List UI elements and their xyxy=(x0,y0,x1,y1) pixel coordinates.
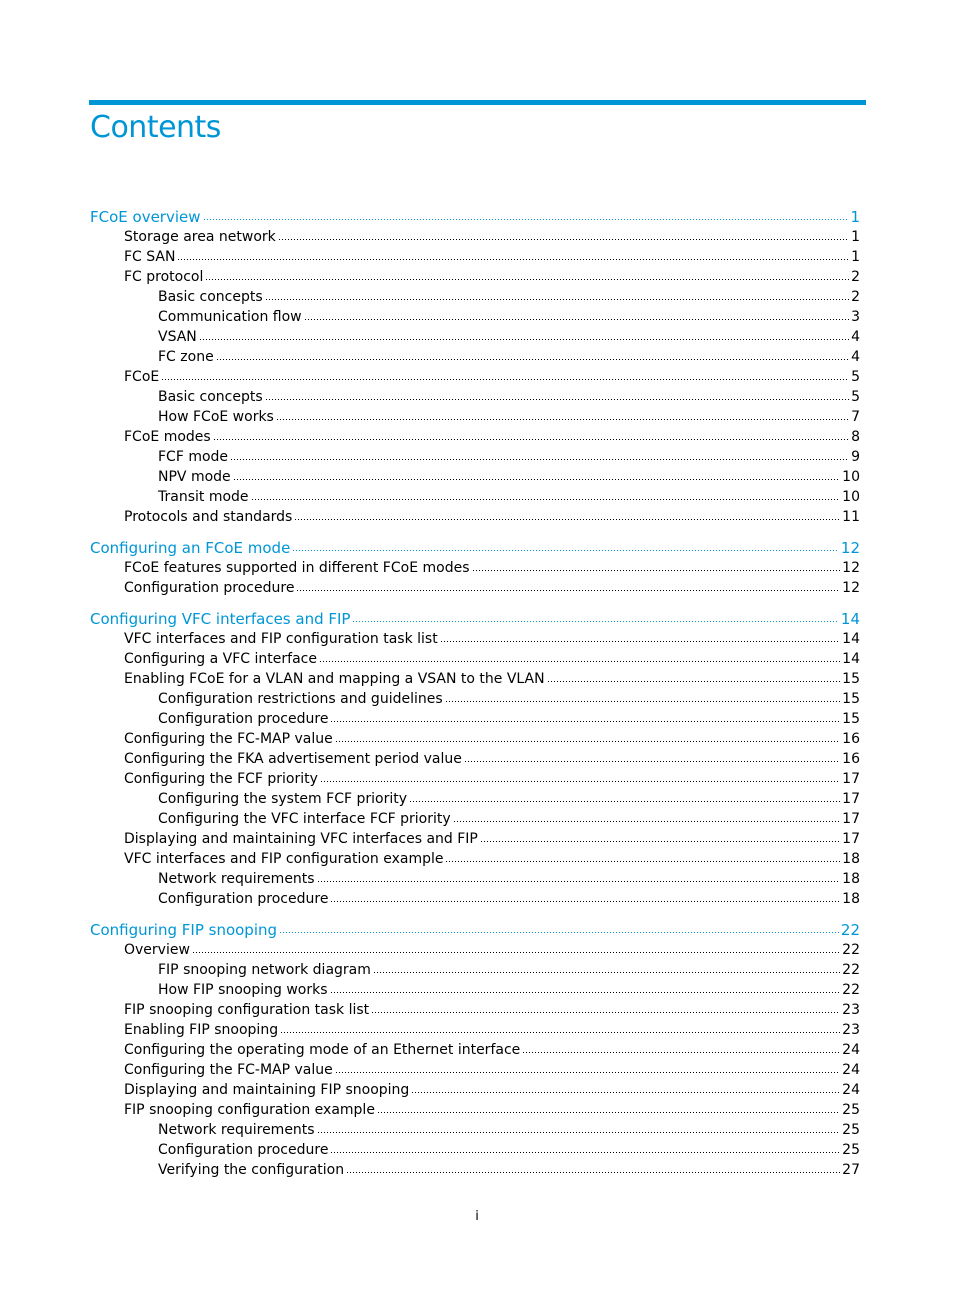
dot-leader xyxy=(280,1030,840,1034)
toc-entry-page: 23 xyxy=(842,1002,860,1018)
toc-entry-title: Enabling FCoE for a VLAN and mapping a VSAN to the VLAN xyxy=(124,671,545,687)
toc-entry[interactable] xyxy=(158,407,860,427)
dot-leader xyxy=(330,719,840,723)
toc-entry-page: 22 xyxy=(842,962,860,978)
toc-entry-page: 12 xyxy=(840,539,860,557)
dot-leader xyxy=(233,477,841,481)
toc-entry[interactable] xyxy=(158,689,860,709)
dot-leader xyxy=(445,699,841,703)
toc-entry[interactable] xyxy=(124,427,860,447)
toc-entry[interactable] xyxy=(124,367,860,387)
toc-entry[interactable] xyxy=(124,1080,860,1100)
toc-entry[interactable] xyxy=(124,1020,860,1040)
toc-entry-title: Configuring a VFC interface xyxy=(124,651,317,667)
dot-leader xyxy=(330,1150,840,1154)
toc-entry-title: Transit mode xyxy=(158,489,249,505)
toc-entry-title: Configuring the FKA advertisement period value xyxy=(124,751,462,767)
toc-entry-page: 17 xyxy=(842,791,860,807)
dot-leader xyxy=(371,1010,840,1014)
toc-entry-page: 14 xyxy=(842,631,860,647)
toc-entry-page: 25 xyxy=(842,1122,860,1138)
toc-entry[interactable] xyxy=(158,447,860,467)
toc-entry-title: How FIP snooping works xyxy=(158,982,328,998)
toc-entry-title: Communication flow xyxy=(158,309,302,325)
toc-entry-page: 16 xyxy=(842,731,860,747)
toc-entry-page: 5 xyxy=(851,389,860,405)
dot-leader xyxy=(216,357,849,361)
toc-entry-page: 15 xyxy=(842,711,860,727)
dot-leader xyxy=(265,297,849,301)
toc-entry-page: 4 xyxy=(851,349,860,365)
toc-entry[interactable] xyxy=(124,940,860,960)
dot-leader xyxy=(317,879,841,883)
dot-leader xyxy=(377,1110,840,1114)
toc-entry-title: Configuration procedure xyxy=(124,580,295,596)
toc-entry-page: 18 xyxy=(842,851,860,867)
toc-entry-page: 12 xyxy=(842,560,860,576)
toc-entry-title: Enabling FIP snooping xyxy=(124,1022,279,1038)
dot-leader xyxy=(320,779,840,783)
toc-entry-page: 1 xyxy=(851,249,860,265)
toc-entry-page: 1 xyxy=(850,208,860,226)
toc-entry-page: 5 xyxy=(851,369,860,385)
toc-entry-page: 3 xyxy=(851,309,860,325)
toc-entry-page: 27 xyxy=(842,1162,860,1178)
toc-entry-page: 2 xyxy=(851,269,860,285)
toc-entry[interactable] xyxy=(158,869,860,889)
toc-entry-title: Configuration restrictions and guidelines xyxy=(158,691,443,707)
toc-entry-page: 25 xyxy=(842,1142,860,1158)
toc-entry-page: 24 xyxy=(842,1062,860,1078)
toc-entry[interactable] xyxy=(124,829,860,849)
toc-entry-page: 15 xyxy=(842,671,860,687)
dot-leader xyxy=(335,739,840,743)
toc-entry-title: Displaying and maintaining FIP snooping xyxy=(124,1082,410,1098)
toc-entry-page: 8 xyxy=(851,429,860,445)
dot-leader xyxy=(265,397,849,401)
toc-chapter-entry[interactable] xyxy=(90,207,860,227)
dot-leader xyxy=(373,970,840,974)
toc-entry-page: 22 xyxy=(840,921,860,939)
toc-entry-title: Configuring the FCF priority xyxy=(124,771,318,787)
dot-leader xyxy=(335,1070,840,1074)
dot-leader xyxy=(251,497,841,501)
page-number: i xyxy=(475,1209,479,1224)
toc-entry[interactable] xyxy=(158,809,860,829)
dot-leader xyxy=(480,839,840,843)
toc-entry-title: Configuring the FC-MAP value xyxy=(124,731,333,747)
dot-leader xyxy=(203,217,849,221)
dot-leader xyxy=(296,588,840,592)
toc-entry-page: 23 xyxy=(842,1022,860,1038)
toc-entry-page: 12 xyxy=(842,580,860,596)
toc-chapter-entry[interactable] xyxy=(90,538,860,558)
toc-entry-page: 25 xyxy=(842,1102,860,1118)
toc-entry-title: FIP snooping network diagram xyxy=(158,962,371,978)
toc-entry[interactable] xyxy=(124,769,860,789)
toc-entry-title: Basic concepts xyxy=(158,289,263,305)
toc-entry[interactable] xyxy=(124,669,860,689)
dot-leader xyxy=(330,899,840,903)
toc-entry-title: Displaying and maintaining VFC interfaces and FIP xyxy=(124,831,478,847)
toc-entry-title: NPV mode xyxy=(158,469,231,485)
toc-entry-page: 14 xyxy=(842,651,860,667)
toc-entry[interactable] xyxy=(158,889,860,909)
toc-entry[interactable] xyxy=(158,487,860,507)
dot-leader xyxy=(278,237,849,241)
toc-entry[interactable] xyxy=(124,1060,860,1080)
toc-entry-title: Configuration procedure xyxy=(158,1142,329,1158)
toc-entry-page: 22 xyxy=(842,982,860,998)
toc-entry-title: FCF mode xyxy=(158,449,229,465)
dot-leader xyxy=(294,517,840,521)
toc-entry[interactable] xyxy=(158,387,860,407)
toc-entry-page: 17 xyxy=(842,831,860,847)
dot-leader xyxy=(276,417,849,421)
toc-entry-page: 4 xyxy=(851,329,860,345)
dot-leader xyxy=(453,819,841,823)
toc-entry-page: 7 xyxy=(851,409,860,425)
toc-entry[interactable] xyxy=(158,960,860,980)
dot-leader xyxy=(317,1130,841,1134)
dot-leader xyxy=(547,679,841,683)
toc-entry-page: 11 xyxy=(842,509,860,525)
toc-entry-title: Storage area network xyxy=(124,229,276,245)
toc-entry[interactable] xyxy=(158,1140,860,1160)
toc-entry-title: FCoE xyxy=(124,369,160,385)
toc-entry-page: 1 xyxy=(851,229,860,245)
toc-entry-title: FC zone xyxy=(158,349,214,365)
toc-entry-title: How FCoE works xyxy=(158,409,274,425)
toc-entry-title: FCoE features supported in different FCoE modes xyxy=(124,560,470,576)
dot-leader xyxy=(205,277,849,281)
toc-entry-title: FC protocol xyxy=(124,269,204,285)
toc-chapter-entry[interactable] xyxy=(90,920,860,940)
toc-entry[interactable] xyxy=(124,749,860,769)
toc-entry-title: FIP snooping configuration example xyxy=(124,1102,375,1118)
toc-entry-title: Network requirements xyxy=(158,1122,315,1138)
toc-entry-title: FCoE overview xyxy=(90,208,201,226)
toc-entry[interactable] xyxy=(124,849,860,869)
toc-entry-page: 24 xyxy=(842,1082,860,1098)
dot-leader xyxy=(279,930,839,934)
toc-entry-page: 16 xyxy=(842,751,860,767)
toc-entry[interactable] xyxy=(124,1000,860,1020)
dot-leader xyxy=(319,659,840,663)
toc-entry-page: 15 xyxy=(842,691,860,707)
dot-leader xyxy=(445,859,840,863)
toc-entry[interactable] xyxy=(158,1160,860,1180)
toc-entry-page: 17 xyxy=(842,811,860,827)
toc-entry[interactable] xyxy=(124,578,860,598)
dot-leader xyxy=(161,377,849,381)
toc-entry[interactable] xyxy=(158,1120,860,1140)
toc-entry[interactable] xyxy=(124,558,860,578)
toc-chapter-entry[interactable] xyxy=(90,609,860,629)
toc-entry-title: Configuring the system FCF priority xyxy=(158,791,407,807)
dot-leader xyxy=(522,1050,840,1054)
toc-entry-title: Configuring the FC-MAP value xyxy=(124,1062,333,1078)
toc-entry-title: FCoE modes xyxy=(124,429,211,445)
dot-leader xyxy=(352,619,838,623)
toc-entry-title: FC SAN xyxy=(124,249,176,265)
dot-leader xyxy=(409,799,840,803)
toc-entry-title: Overview xyxy=(124,942,190,958)
toc-entry-title: Basic concepts xyxy=(158,389,263,405)
dot-leader xyxy=(472,568,841,572)
toc-entry-title: Configuring the VFC interface FCF priority xyxy=(158,811,451,827)
page-title: Contents xyxy=(90,110,221,145)
toc-entry[interactable] xyxy=(124,267,860,287)
toc-entry-title: Protocols and standards xyxy=(124,509,293,525)
dot-leader xyxy=(177,257,849,261)
toc-entry-title: Verifying the configuration xyxy=(158,1162,345,1178)
toc-entry-title: VFC interfaces and FIP configuration task list xyxy=(124,631,438,647)
toc-entry-title: Configuring VFC interfaces and FIP xyxy=(90,610,351,628)
toc-entry[interactable] xyxy=(124,1100,860,1120)
dot-leader xyxy=(199,337,849,341)
toc-entry[interactable] xyxy=(158,307,860,327)
toc-entry[interactable] xyxy=(158,709,860,729)
toc-entry-page: 18 xyxy=(842,871,860,887)
dot-leader xyxy=(304,317,849,321)
toc-entry-page: 10 xyxy=(842,469,860,485)
toc-entry[interactable] xyxy=(158,467,860,487)
toc-entry[interactable] xyxy=(124,649,860,669)
toc-entry[interactable] xyxy=(124,507,860,527)
toc-entry-page: 22 xyxy=(842,942,860,958)
dot-leader xyxy=(192,950,840,954)
toc-entry[interactable] xyxy=(158,980,860,1000)
toc-entry-title: Configuring FIP snooping xyxy=(90,921,278,939)
toc-entry-title: VFC interfaces and FIP configuration example xyxy=(124,851,444,867)
toc-entry-title: VSAN xyxy=(158,329,197,345)
toc-entry[interactable] xyxy=(158,789,860,809)
toc-entry-title: FIP snooping configuration task list xyxy=(124,1002,370,1018)
dot-leader xyxy=(213,437,849,441)
dot-leader xyxy=(292,548,839,552)
toc-entry-title: Configuration procedure xyxy=(158,891,329,907)
toc-entry[interactable] xyxy=(158,347,860,367)
dot-leader xyxy=(440,639,840,643)
toc-entry[interactable] xyxy=(124,1040,860,1060)
dot-leader xyxy=(411,1090,840,1094)
dot-leader xyxy=(346,1170,840,1174)
toc-entry[interactable] xyxy=(158,287,860,307)
toc-entry-page: 14 xyxy=(840,610,860,628)
toc-entry-page: 9 xyxy=(851,449,860,465)
dot-leader xyxy=(230,457,849,461)
dot-leader xyxy=(330,990,841,994)
toc-entry[interactable] xyxy=(124,629,860,649)
toc-entry-page: 10 xyxy=(842,489,860,505)
toc-entry[interactable] xyxy=(124,247,860,267)
toc-entry-page: 17 xyxy=(842,771,860,787)
toc-entry-title: Network requirements xyxy=(158,871,315,887)
toc-entry-page: 24 xyxy=(842,1042,860,1058)
toc-entry-page: 18 xyxy=(842,891,860,907)
toc-entry[interactable] xyxy=(124,729,860,749)
dot-leader xyxy=(464,759,840,763)
toc-entry-title: Configuring the operating mode of an Ethernet interface xyxy=(124,1042,521,1058)
toc-entry-page: 2 xyxy=(851,289,860,305)
toc-entry[interactable] xyxy=(158,327,860,347)
toc-entry[interactable] xyxy=(124,227,860,247)
toc-entry-title: Configuring an FCoE mode xyxy=(90,539,291,557)
toc-entry-title: Configuration procedure xyxy=(158,711,329,727)
